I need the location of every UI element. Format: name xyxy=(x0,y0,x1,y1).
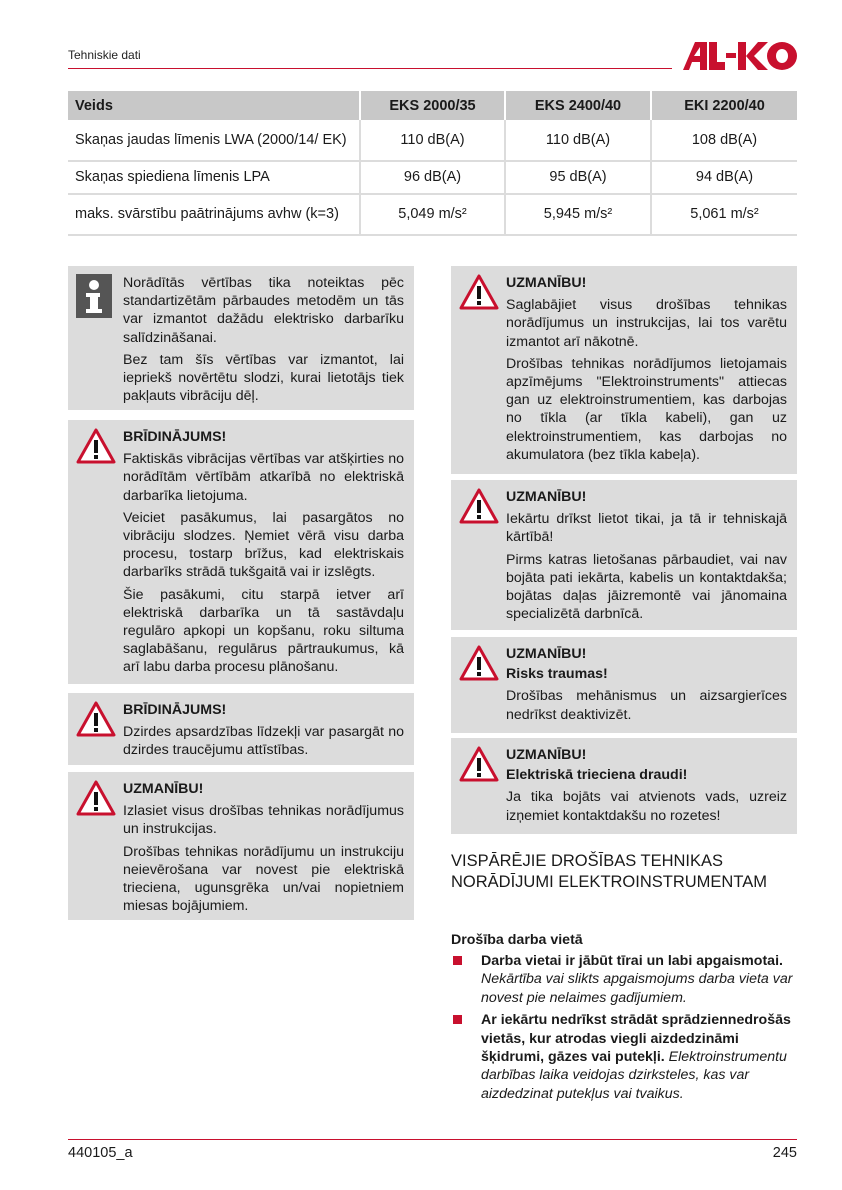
table-row xyxy=(68,161,797,194)
note-paragraph: Iekārtu drīkst lietot tikai, ja tā ir tehniskajā kārtībā! xyxy=(506,511,787,546)
caution-note-box xyxy=(451,738,797,834)
brand-logo xyxy=(683,40,798,72)
note-title: UZMANĪBU! xyxy=(506,747,587,763)
note-title: UZMANĪBU! xyxy=(506,275,587,291)
footer-doc-id: 440105_a xyxy=(68,1145,133,1161)
warning-triangle-icon xyxy=(459,746,499,782)
table-cell: 110 dB(A) xyxy=(505,120,651,161)
warning-note-box xyxy=(68,693,414,765)
warning-triangle-icon xyxy=(459,488,499,524)
table-cell: 5,945 m/s² xyxy=(505,194,651,235)
note-paragraph: Izlasiet visus drošības tehnikas norādījumus un instrukcijas. xyxy=(123,803,404,838)
note-paragraph: Dzirdes apsardzības līdzekļi var pasargāt no dzirdes traucējumu attīstības. xyxy=(123,724,404,759)
note-paragraph: Drošības mehānismus un aizsargierīces nedrīkst deaktivizēt. xyxy=(506,688,787,723)
table-cell: 94 dB(A) xyxy=(651,161,797,194)
section-heading: VISPĀRĒJIE DROŠĪBAS TEHNIKAS NORĀDĪJUMI ELEKTROINSTRUMENTAM xyxy=(451,852,767,891)
list-item xyxy=(451,1011,797,1103)
table-cell: 96 dB(A) xyxy=(360,161,505,194)
note-paragraph: Veiciet pasākumus, lai pasargātos no vibrāciju slodzes. Ņemiet vērā visu darba procesu, tostarp brīžus, kad elektriskais darbarīks strādā tukšgaitā vai ir izslēgts. xyxy=(123,509,404,581)
warning-triangle-icon xyxy=(76,780,116,816)
caution-note-box xyxy=(451,637,797,733)
warning-triangle-icon xyxy=(76,428,116,464)
table-header-row xyxy=(68,91,797,120)
table-cell: 110 dB(A) xyxy=(360,120,505,161)
caution-note-box xyxy=(451,266,797,474)
table-header-cell: EKS 2400/40 xyxy=(505,91,651,120)
bullet-italic-text: Nekārtība vai slikts apgaismojums darba vieta var novest pie nelaimes gadījumiem. xyxy=(481,971,793,1006)
table-cell: 108 dB(A) xyxy=(651,120,797,161)
table-row xyxy=(68,194,797,235)
note-paragraph: Bez tam šīs vērtības var izmantot, lai iepriekš novērtētu slodzi, kurai lietotājs tiek pakļauts vibrāciju dēļ. xyxy=(123,351,404,405)
warning-triangle-icon xyxy=(459,645,499,681)
note-paragraph: Šie pasākumi, citu starpā ietver arī elektriskā darbarīka un tā sastāvdaļu regulāro apkopi un kopšanu, roku siltuma saglabāšanu, regulārus pārtraukumus, kā arī labu darba procesu plānošanu. xyxy=(123,586,404,676)
info-icon xyxy=(76,274,112,318)
info-note-box xyxy=(68,266,414,410)
warning-note-box xyxy=(68,420,414,684)
section-subheading: Drošība darba vietā xyxy=(451,932,583,948)
note-title: UZMANĪBU! xyxy=(506,646,587,662)
bullet-italic-text: Elektroinstrumentu darbības laika veidojas dzirksteles, kas var aizdedzinat putekļus vai tvaikus. xyxy=(481,1049,787,1102)
table-cell: Skaņas spiediena līmenis LPA xyxy=(68,161,360,194)
table-cell: 5,061 m/s² xyxy=(651,194,797,235)
table-cell: Skaņas jaudas līmenis LWA (2000/14/ EK) xyxy=(68,120,360,161)
note-subtitle: Elektriskā trieciena draudi! xyxy=(506,767,688,784)
note-paragraph: Saglabājiet visus drošības tehnikas norādījumus un instrukcijas, lai tos varētu izmantot arī nākotnē. xyxy=(506,297,787,350)
note-paragraph: Drošības tehnikas norādījumu un instrukciju neievērošana var novest pie elektriskā trieciena, ugunsgrēka un/vai nopietniem miesas bojājumiem. xyxy=(123,843,404,915)
note-title: UZMANĪBU! xyxy=(123,781,204,797)
note-title: UZMANĪBU! xyxy=(506,489,587,505)
note-paragraph: Norādītās vērtības tika noteiktas pēc standartizētām pārbaudes metodēm un tās var izmantot dažādu elektrisko darbarīku salīdzināšanai. xyxy=(123,275,404,346)
note-paragraph: Pirms katras lietošanas pārbaudiet, vai nav bojāta pati iekārta, kabelis un kontaktdakša; bojātas daļas jāizremontē vai jānomaina specializētā darbnīcā. xyxy=(506,551,787,623)
page-header-title: Tehniskie dati xyxy=(68,48,141,62)
bullet-square-icon xyxy=(453,956,462,965)
table-header-cell: EKI 2200/40 xyxy=(651,91,797,120)
note-paragraph: Drošības tehnikas norādījumos lietojamais apzīmējums "Elektroinstruments" attiecas gan uz elektroinstrumentiem, kas darbojas no tīkla (ar tīkla kabeli), gan uz elektroinstrumentiem, kas darbojas no akumulatora (bez tīkla kabeļa). xyxy=(506,355,787,463)
header-rule xyxy=(68,68,672,69)
list-item xyxy=(451,952,797,1007)
table-cell: 5,049 m/s² xyxy=(360,194,505,235)
table-header-cell: Veids xyxy=(68,91,360,120)
note-paragraph: Ja tika bojāts vai atvienots vads, uzreiz izņemiet kontaktdakšu no rozetes! xyxy=(506,789,787,824)
table-cell: maks. svārstību paātrinājums avhw (k=3) xyxy=(68,194,360,235)
bullet-square-icon xyxy=(453,1015,462,1024)
bullet-bold-text: Ar iekārtu nedrīkst strādāt sprādziennedrošās vietās, kur atrodas viegli aizdedzināmi šķidrumi, gāzes vai putekļi. xyxy=(481,1012,791,1066)
note-title: BRĪDINĀJUMS! xyxy=(123,702,227,718)
bullet-bold-text: Darba vietai ir jābūt tīrai un labi apgaismotai. xyxy=(481,953,783,969)
page-number: 245 xyxy=(772,1145,797,1161)
note-paragraph: Faktiskās vibrācijas vērtības var atšķirties no norādītām vērtībām atkarībā no elektriskā darbarīka lietojuma. xyxy=(123,451,404,504)
note-subtitle: Risks traumas! xyxy=(506,666,608,683)
caution-note-box xyxy=(68,772,414,920)
footer-rule xyxy=(68,1139,797,1140)
warning-triangle-icon xyxy=(76,701,116,737)
table-header-cell: EKS 2000/35 xyxy=(360,91,505,120)
table-cell: 95 dB(A) xyxy=(505,161,651,194)
caution-note-box xyxy=(451,480,797,630)
note-title: BRĪDINĀJUMS! xyxy=(123,429,227,445)
table-row xyxy=(68,120,797,161)
technical-specs-table xyxy=(68,91,797,236)
warning-triangle-icon xyxy=(459,274,499,310)
safety-bullet-list xyxy=(451,952,797,1107)
